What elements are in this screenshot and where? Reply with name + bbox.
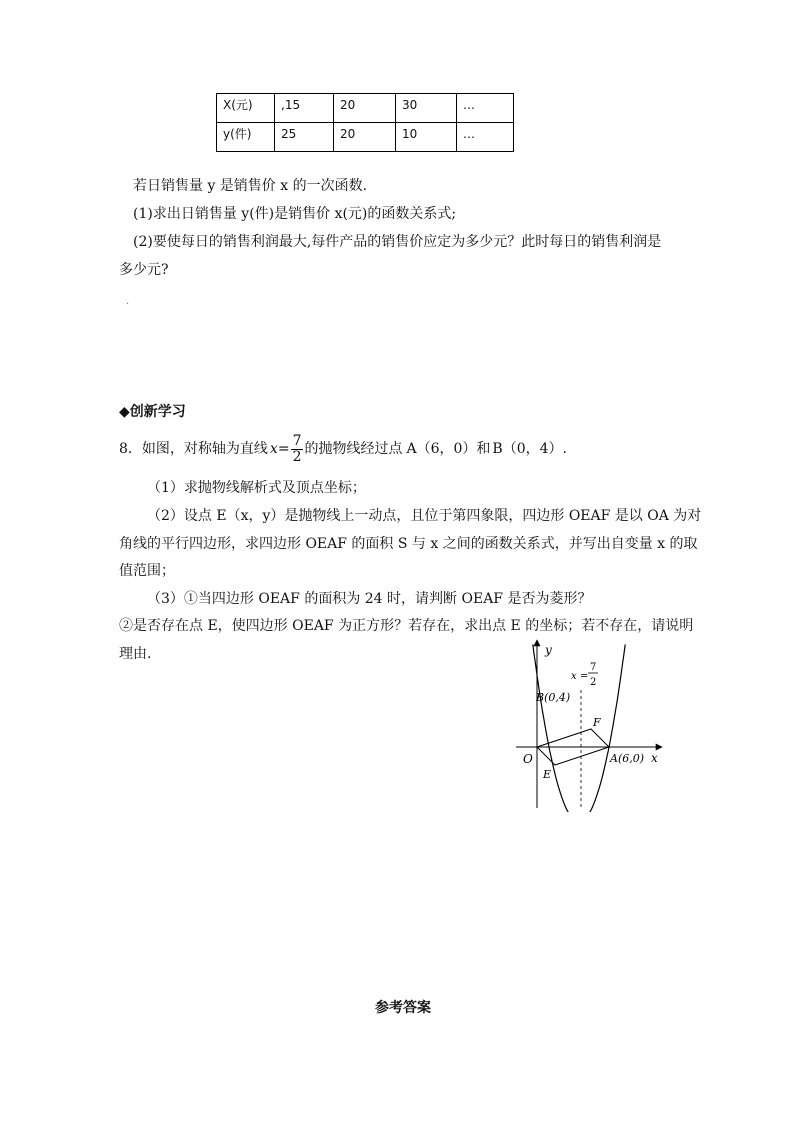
problem8-question1: （1）求抛物线解析式及顶点坐标； (147, 480, 366, 496)
problem8-question2-line2: 角线的平行四边形，求四边形 OEAF 的面积 S 与 x 之间的函数关系式，并写出自变量 x 的取 (119, 536, 698, 552)
table-cell: 20 (334, 123, 396, 152)
table-row (217, 94, 514, 123)
table-cell: 20 (334, 94, 396, 123)
problem8-question3-part2-line2: 理由. (119, 646, 152, 662)
problem8-question2-line3: 值范围； (119, 563, 175, 579)
table-cell: y(件) (217, 123, 275, 152)
problem8-point-b: B（0，4）. (492, 441, 567, 457)
y-axis-label: y (545, 643, 552, 657)
origin-label: O (523, 752, 533, 766)
axis-fraction-denominator: 2 (292, 448, 302, 465)
table-cell: X(元) (217, 94, 275, 123)
problem8-point-a: A（6，0）和 (406, 441, 491, 457)
parabola-figure (510, 632, 670, 812)
problem8-question3-part1: （3）①当四边形 OEAF 的面积为 24 时，请判断 OEAF 是否为菱形？ (147, 591, 592, 607)
symmetry-axis-den: 2 (590, 677, 597, 688)
problem7-question2-line1: (2)要使每日的销售利润最大,每件产品的销售价应定为多少元？此时每日的销售利润是 (133, 234, 662, 250)
table-row (217, 123, 514, 152)
point-a-label: A(6,0) (610, 752, 645, 765)
axis-fraction (291, 434, 304, 465)
table-cell: … (457, 123, 514, 152)
table-cell: 30 (396, 94, 457, 123)
point-b-label: B(0,4) (536, 691, 571, 704)
problem8-question3-part2-line1: ②是否存在点 E，使四边形 OEAF 为正方形？若存在，求出点 E 的坐标；若不存在，请说明 (119, 618, 694, 634)
point-f-label: F (593, 716, 601, 729)
problem7-question2-line2: 多少元? (119, 262, 169, 278)
table-cell: … (457, 94, 514, 123)
parabola-curve (533, 644, 625, 812)
problem8-stem-prefix: 8．如图，对称轴为直线 (119, 441, 268, 457)
answer-title: 参考答案 (375, 1000, 431, 1016)
symmetry-axis-eq: x = (571, 671, 589, 682)
problem8-question2-line1: （2）设点 E（x，y）是抛物线上一动点，且位于第四象限，四边形 OEAF 是以 OA 为对 (147, 508, 702, 524)
point-e-label: E (543, 768, 552, 781)
problem8-stem-middle: 的抛物线经过点 (304, 441, 403, 457)
table-cell: 25 (275, 123, 334, 152)
problem7-question1: (1)求出日销售量 y(件)是销售价 x(元)的函数关系式; (133, 206, 457, 222)
axis-fraction-numerator: 7 (292, 432, 302, 449)
problem8-stem-x: x (269, 441, 278, 457)
stray-dot: . (126, 296, 130, 307)
symmetry-axis-num: 7 (590, 662, 597, 673)
problem8-stem-eq: = (277, 441, 290, 457)
table-cell: ,15 (275, 94, 334, 123)
problem7-intro: 若日销售量 y 是销售价 x 的一次函数. (133, 178, 368, 194)
table-cell: 10 (396, 123, 457, 152)
section-heading: ◆创新学习 (119, 404, 186, 420)
x-axis-label: x (651, 751, 658, 765)
problem8-stem (119, 430, 567, 468)
price-sales-table (216, 93, 514, 152)
